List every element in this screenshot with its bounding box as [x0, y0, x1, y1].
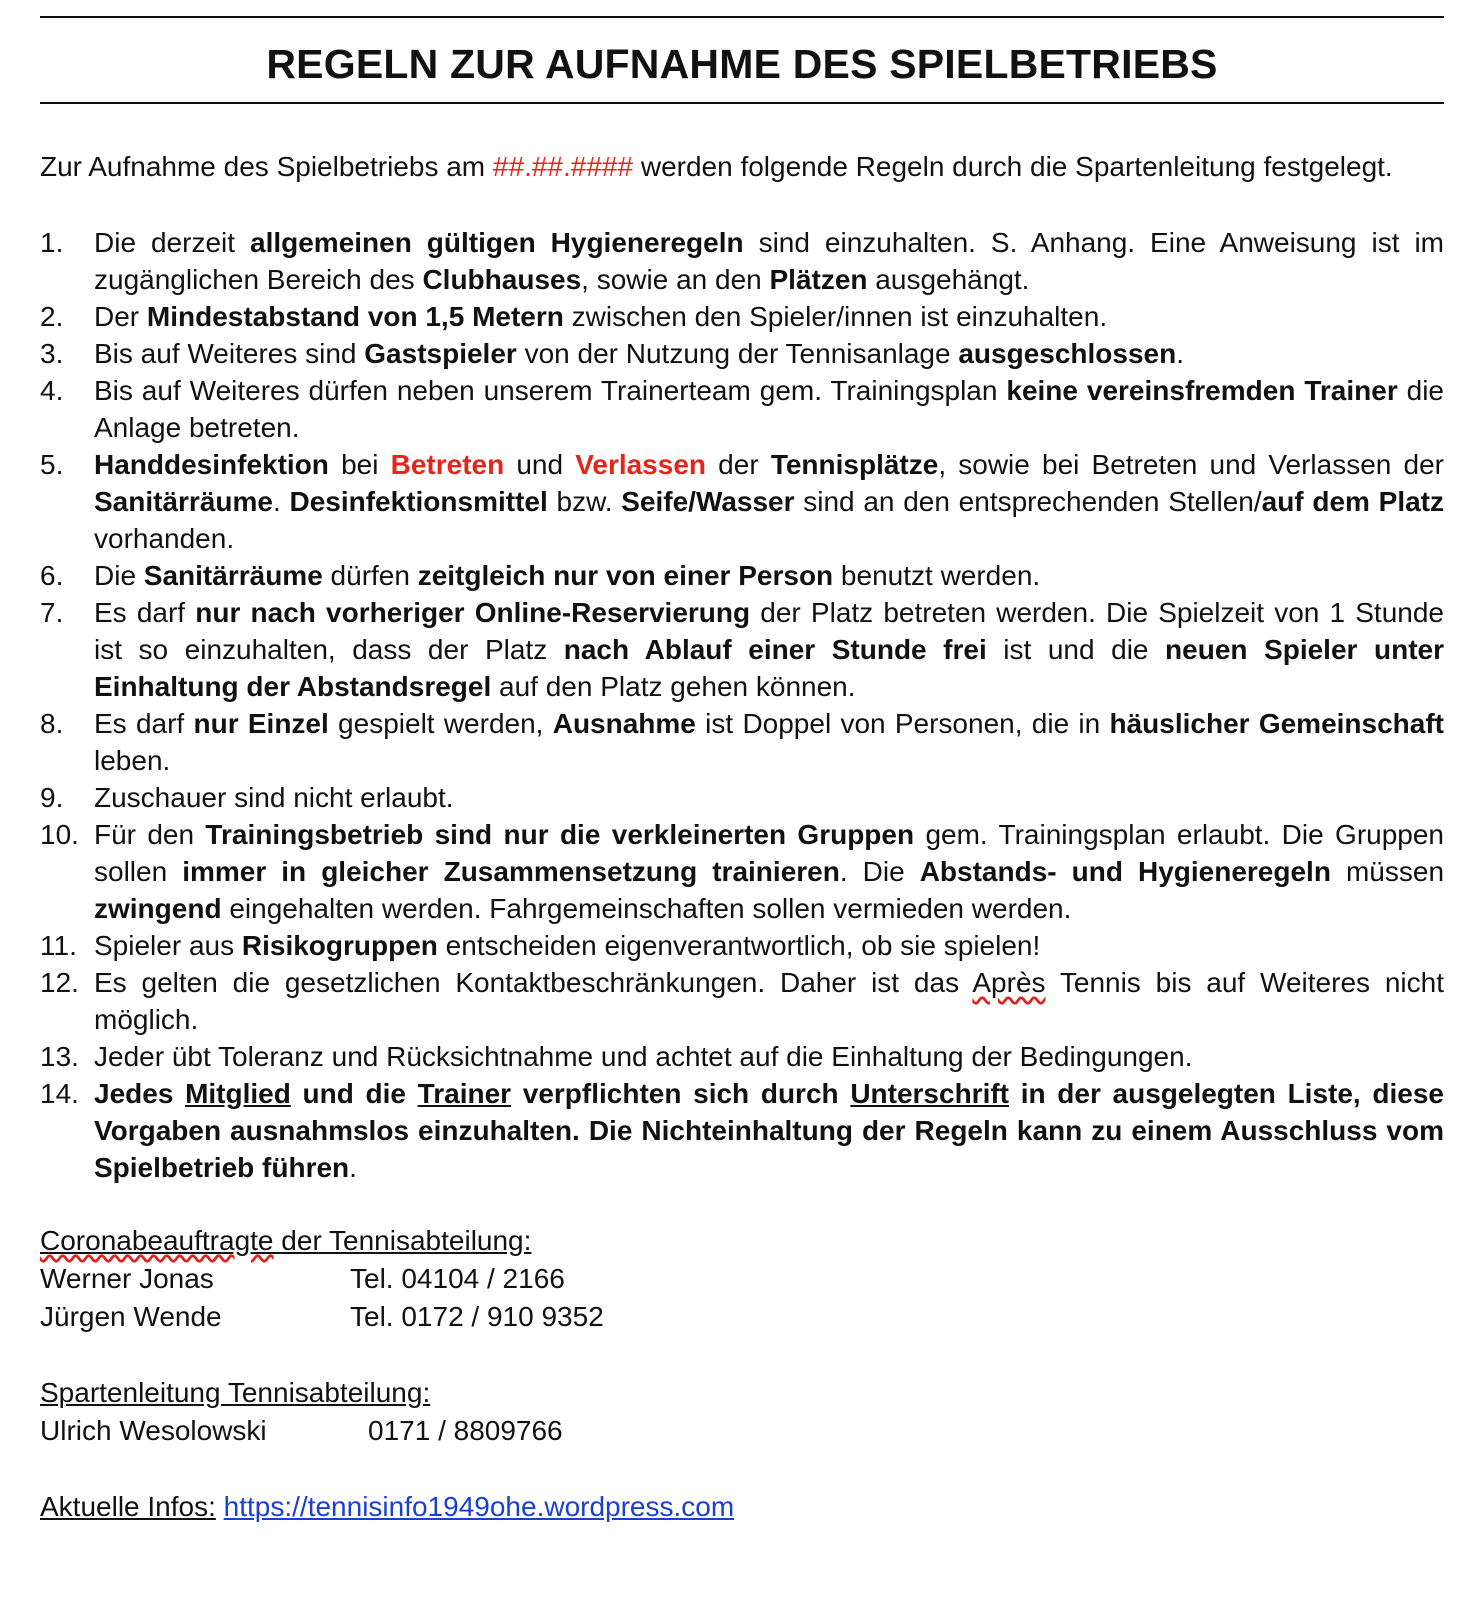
rule-text: Unterschrift: [850, 1078, 1010, 1109]
rule-number: 11.: [40, 930, 77, 961]
rule-text: die Anlage betreten.: [94, 375, 1444, 443]
rule-text: .: [349, 1152, 357, 1183]
rule-number: 10.: [40, 819, 79, 850]
rule-text: müssen: [1330, 856, 1445, 887]
rule-text: in der ausgelegten Liste, diese Vorgaben ausnahmslos einzuhalten. Die Nichteinhaltung der Regeln kann zu einem Ausschluss vom Spielbetrieb führen: [94, 1078, 1444, 1183]
rule-text: Sanitärräume: [143, 560, 323, 591]
rule-item: [40, 964, 1444, 1038]
rule-text: Für den: [94, 819, 206, 850]
rule-text: nur nach vorheriger Online-Reservierung: [195, 597, 751, 628]
rule-text: Desinfektionsmittel: [289, 486, 548, 517]
corona-heading-rest: der Tennisabteilung:: [273, 1225, 532, 1256]
rule-text: Tennis bis auf Weiteres nicht möglich.: [94, 967, 1445, 1035]
rule-text: nur Einzel: [193, 708, 329, 739]
rule-number: 1.: [40, 227, 64, 258]
intro-paragraph: [40, 148, 1444, 186]
rule-text: Gastspieler: [364, 338, 517, 369]
contact-row: [40, 1412, 1444, 1450]
rule-item: [40, 224, 1444, 298]
contact-phone: 0171 / 8809766: [368, 1415, 563, 1446]
rule-text: Seife/Wasser: [621, 486, 795, 517]
rule-number: 9.: [40, 782, 64, 813]
rule-text: sind einzuhalten. S. Anhang. Eine Anweisung ist im zugänglichen Bereich des: [94, 227, 1444, 295]
rule-text: Es darf: [94, 597, 196, 628]
rule-text: Clubhauses: [422, 264, 582, 295]
rule-text: Die: [94, 560, 144, 591]
rule-text: auf den Platz gehen können.: [491, 671, 856, 702]
rule-text: Verlassen: [575, 449, 707, 480]
rule-text: zeitgleich nur von einer Person: [417, 560, 834, 591]
rule-text: Abstands- und Hygieneregeln: [919, 856, 1331, 887]
rule-text: gespielt werden,: [328, 708, 553, 739]
rule-text: Risikogruppen: [241, 930, 438, 961]
infos-line: [40, 1488, 1444, 1526]
contact-name: Jürgen Wende: [40, 1301, 222, 1332]
page-title: REGELN ZUR AUFNAHME DES SPIELBETRIEBS: [266, 41, 1218, 87]
rule-text: Trainer: [417, 1078, 512, 1109]
rule-text: von der Nutzung der Tennisanlage: [516, 338, 959, 369]
rule-item: [40, 335, 1444, 372]
spacer: [40, 1450, 1444, 1488]
title-bottom-rule: [40, 102, 1444, 104]
rule-text: Bis auf Weiteres dürfen neben unserem Trainerteam gem. Trainingsplan: [94, 375, 1007, 406]
date-placeholder: ##.##.####: [492, 151, 634, 182]
rule-item: [40, 1038, 1444, 1075]
rule-text: Après: [972, 967, 1046, 998]
rule-text: sind an den entsprechenden Stellen/: [794, 486, 1262, 517]
corona-contacts-section: [40, 1222, 1444, 1526]
rule-number: 12.: [40, 967, 79, 998]
rule-text: auf dem Platz: [1261, 486, 1445, 517]
rule-number: 2.: [40, 301, 64, 332]
rule-item: [40, 594, 1444, 705]
rule-item: [40, 557, 1444, 594]
rule-text: Mindestabstand von 1,5 Metern: [146, 301, 564, 332]
rule-number: 13.: [40, 1041, 79, 1072]
rule-number: 5.: [40, 449, 64, 480]
rule-text: gem. Trainingsplan erlaubt. Die Gruppen sollen: [94, 819, 1445, 887]
rule-item: [40, 816, 1444, 927]
contact-name: Werner Jonas: [40, 1263, 214, 1294]
rule-text: .: [272, 486, 290, 517]
rule-text: Jeder übt Toleranz und Rücksichtnahme und achtet auf die Einhaltung der Bedingungen.: [94, 1041, 1193, 1072]
rule-number: 6.: [40, 560, 64, 591]
rules-list: [40, 224, 1444, 1186]
intro-text-before: Zur Aufnahme des Spielbetriebs am: [40, 151, 493, 182]
rule-text: der: [706, 449, 771, 480]
contact-row: [40, 1298, 1444, 1336]
infos-link[interactable]: https://tennisinfo1949ohe.wordpress.com: [223, 1491, 735, 1522]
rule-text: häuslicher Gemeinschaft: [1109, 708, 1445, 739]
rule-text: , sowie bei Betreten und Verlassen der: [938, 449, 1444, 480]
rule-number: 4.: [40, 375, 64, 406]
rule-text: und: [504, 449, 576, 480]
rule-item: [40, 1075, 1444, 1186]
rule-item: [40, 446, 1444, 557]
rule-text: ist Doppel von Personen, die in: [695, 708, 1110, 739]
rule-text: Trainingsbetrieb sind nur die verkleinerten Gruppen: [205, 819, 915, 850]
rule-text: Die derzeit: [94, 227, 250, 258]
spacer: [40, 1336, 1444, 1374]
contact-phone: Tel. 04104 / 2166: [350, 1263, 565, 1294]
rule-number: 8.: [40, 708, 64, 739]
rule-text: . Die: [839, 856, 920, 887]
rule-text: Jedes: [94, 1078, 186, 1109]
rule-number: 7.: [40, 597, 64, 628]
rule-text: verpflichten sich durch: [511, 1078, 851, 1109]
rule-text: zwischen den Spieler/innen ist einzuhalten.: [563, 301, 1108, 332]
rule-text: eingehalten werden. Fahrgemeinschaften sollen vermieden werden.: [221, 893, 1072, 924]
rule-text: dürfen: [322, 560, 418, 591]
rule-text: leben.: [94, 745, 171, 776]
rule-item: [40, 779, 1444, 816]
rule-text: Ausnahme: [552, 708, 696, 739]
rule-item: [40, 298, 1444, 335]
rule-text: ist und die: [986, 634, 1166, 665]
rule-text: Bis auf Weiteres sind: [94, 338, 365, 369]
sparten-heading: Spartenleitung Tennisabteilung:: [40, 1377, 431, 1408]
rule-text: immer in gleicher Zusammensetzung trainieren: [182, 856, 840, 887]
rule-text: neuen Spieler unter Einhaltung der Abstandsregel: [94, 634, 1444, 702]
rule-text: , sowie an den: [581, 264, 770, 295]
rule-text: zwingend: [94, 893, 222, 924]
rule-item: [40, 705, 1444, 779]
rule-text: ausgehängt.: [867, 264, 1030, 295]
rule-text: allgemeinen gültigen Hygieneregeln: [250, 227, 744, 258]
rule-text: Handdesinfektion: [94, 449, 329, 480]
contact-name: Ulrich Wesolowski: [40, 1415, 267, 1446]
infos-label: Aktuelle Infos:: [40, 1491, 216, 1522]
rule-text: Zuschauer sind nicht erlaubt.: [94, 782, 454, 813]
rule-text: .: [1176, 338, 1185, 369]
rule-text: Tennisplätze: [770, 449, 939, 480]
rule-text: Der: [94, 301, 147, 332]
rule-text: Es darf: [94, 708, 194, 739]
rule-text: Betreten: [390, 449, 505, 480]
rule-text: bzw.: [547, 486, 622, 517]
rule-text: Plätzen: [769, 264, 868, 295]
contact-row: [40, 1260, 1444, 1298]
rule-text: nach Ablauf einer Stunde frei: [563, 634, 987, 665]
rule-text: Sanitärräume: [94, 486, 273, 517]
contact-phone: Tel. 0172 / 910 9352: [350, 1301, 604, 1332]
rule-text: Spieler aus: [94, 930, 242, 961]
intro-text-after: werden folgende Regeln durch die Spartenleitung festgelegt.: [633, 151, 1393, 182]
rule-text: bei: [328, 449, 391, 480]
rule-text: entscheiden eigenverantwortlich, ob sie spielen!: [437, 930, 1041, 961]
rule-text: Mitglied: [185, 1078, 291, 1109]
corona-heading: [40, 1222, 1444, 1260]
rule-text: Es gelten die gesetzlichen Kontaktbeschränkungen. Daher ist das: [94, 967, 973, 998]
rule-text: benutzt werden.: [833, 560, 1041, 591]
document-page: [40, 16, 1444, 1526]
rule-item: [40, 372, 1444, 446]
corona-heading-word: Coronabeauftragte: [40, 1225, 274, 1256]
rule-text: keine vereinsfremden Trainer: [1006, 375, 1398, 406]
rule-text: ausgeschlossen: [958, 338, 1177, 369]
rule-number: 14.: [40, 1078, 79, 1109]
rule-text: der Platz betreten werden. Die Spielzeit von 1 Stunde ist so einzuhalten, dass der Platz: [94, 597, 1444, 665]
rule-number: 3.: [40, 338, 64, 369]
rule-item: [40, 927, 1444, 964]
rule-text: und die: [290, 1078, 418, 1109]
rule-text: vorhanden.: [94, 523, 235, 554]
